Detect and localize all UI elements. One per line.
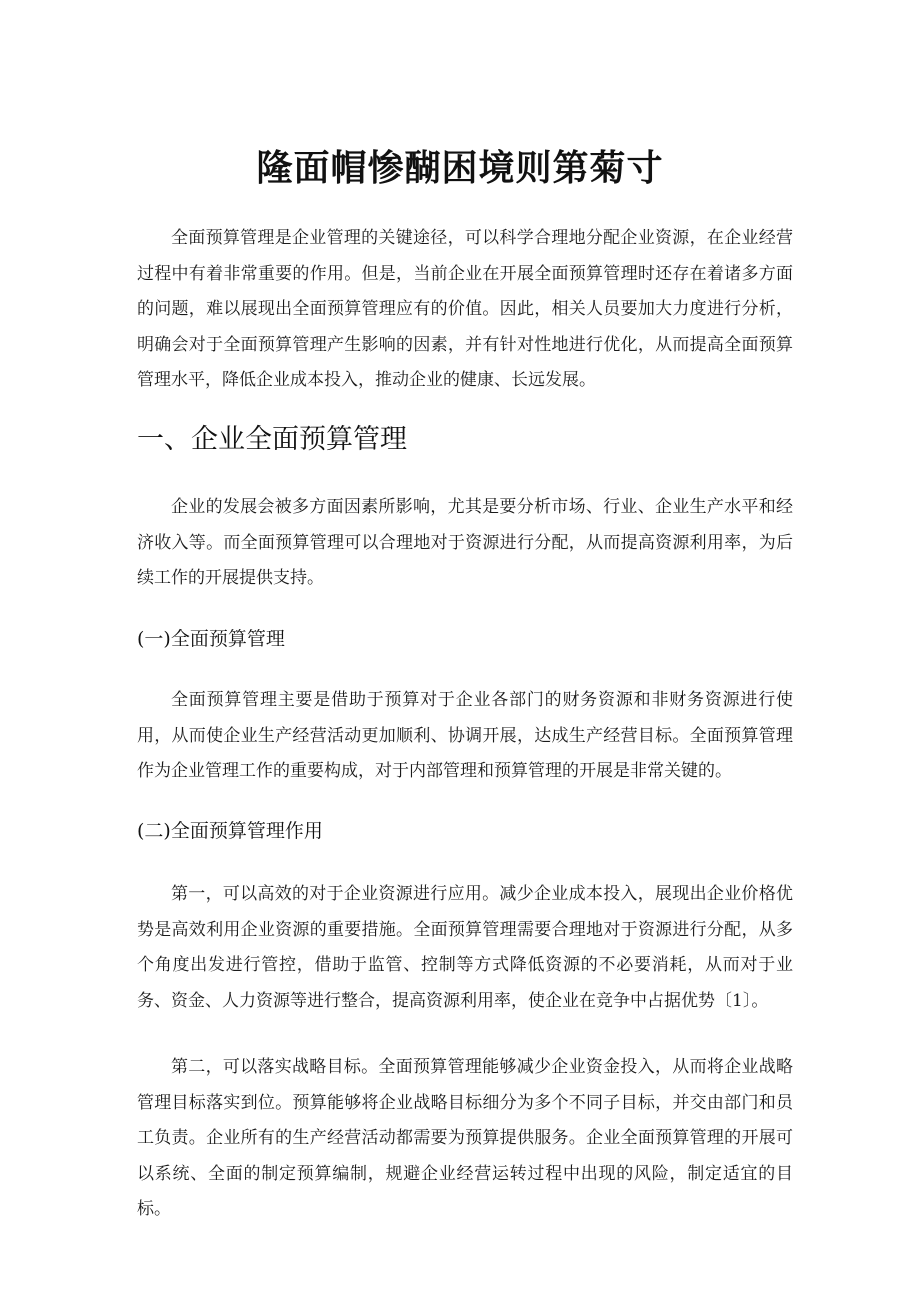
section-heading: 一、企业全面预算管理 [137, 424, 407, 455]
intro-paragraph: 全面预算管理是企业管理的关键途径，可以科学合理地分配企业资源，在企业经营过程中有着非常重要的作用。但是，当前企业在开展全面预算管理时还存在着诸多方面的问题，难以展现出全面预算管理应有的价值。因此，相关人员要加大力度进行分析，明确会对于全面预算管理产生影响的因素，并有针对性地进行优化，从而提高全面预算管理水平，降低企业成本投入，推动企业的健康、长远发展。 [137, 228, 793, 390]
subsection-paragraph: 第二，可以落实战略目标。全面预算管理能够减少企业资金投入，从而将企业战略管理目标落实到位。预算能够将企业战略目标细分为多个不同子目标，并交由部门和员工负责。企业所有的生产经营活动都需要为预算提供服务。企业全面预算管理的开展可以系统、全面的制定预算编制，规避企业经营运转过程中出现的风险，制定适宜的目标。 [137, 1057, 793, 1219]
subsection-paragraph: 全面预算管理主要是借助于预算对于企业各部门的财务资源和非财务资源进行使用，从而使企业生产经营活动更加顺利、协调开展，达成生产经营目标。全面预算管理作为企业管理工作的重要构成，对于内部管理和预算管理的开展是非常关键的。 [137, 690, 793, 781]
subsection-heading: (二)全面预算管理作用 [137, 820, 323, 842]
subsection-heading: (一)全面预算管理 [137, 628, 285, 650]
subsection-paragraph: 第一，可以高效的对于企业资源进行应用。减少企业成本投入，展现出企业价格优势是高效利用企业资源的重要措施。全面预算管理需要合理地对于资源进行分配，从多个角度出发进行管控，借助于监管、控制等方式降低资源的不必要消耗，从而对于业务、资金、人力资源等进行整合，提高资源利用率，使企业在竞争中占据优势〔1〕。 [137, 884, 793, 1011]
document-title: 隆面帽惨醐困境则第菊寸 [256, 148, 664, 189]
section-paragraph: 企业的发展会被多方面因素所影响，尤其是要分析市场、行业、企业生产水平和经济收入等。而全面预算管理可以合理地对于资源进行分配，从而提高资源利用率，为后续工作的开展提供支持。 [137, 497, 793, 588]
